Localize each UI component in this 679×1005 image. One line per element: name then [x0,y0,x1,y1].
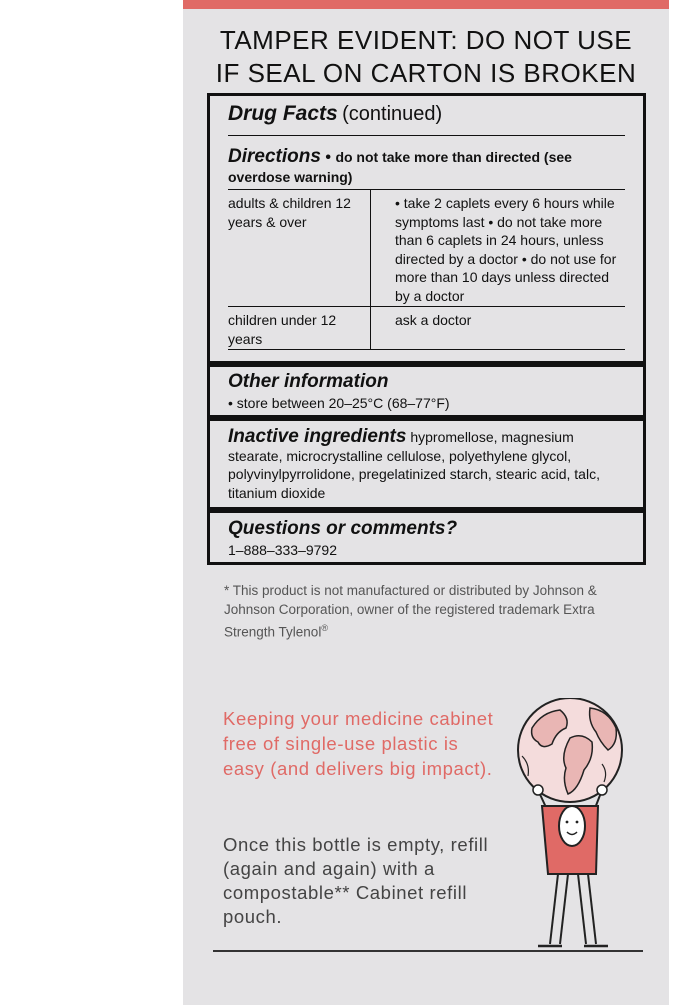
other-info-section [210,370,643,413]
directions-who: children under 12 years [228,307,371,349]
questions-phone: 1–888–333–9792 [228,542,338,558]
tamper-line-1: TAMPER EVIDENT: DO NOT USE [219,25,633,55]
directions-who: adults & children 12 years & over [228,190,371,306]
drug-facts-continued: (continued) [342,103,443,125]
questions-heading: Questions or comments? [228,518,458,539]
registered-mark: ® [321,623,328,633]
directions-intro: do not take more than directed (see overdose warning) [228,149,572,185]
section-divider [210,361,643,367]
top-accent-strip [183,0,669,9]
other-info-text: • store between 20–25°C (68–77°F) [228,395,450,411]
directions-table [228,189,625,350]
questions-section [210,517,643,560]
tamper-line-2: IF SEAL ON CARTON IS BROKEN [215,58,637,88]
trademark-footnote [224,581,644,642]
directions-row-adults [228,190,625,306]
directions-bullet: • [325,149,331,166]
person-holding-globe-icon [508,698,648,961]
directions-what: ask a doctor [395,312,472,328]
inactive-text: hypromellose, magnesium stearate, microcrystalline cellulose, polyethylene glycol, polyvinylpyrrolidone, pregelatinized starch, stearic acid, talc, titanium dioxide [228,429,600,501]
carton-panel [183,0,669,1005]
drug-facts-title: Drug Facts [228,102,338,125]
inactive-heading: Inactive ingredients [228,426,407,447]
directions-section [210,147,643,188]
refill-text: Once this bottle is empty, refill (again and again) with a compostable** Cabinet refill pouch. [223,834,489,927]
section-divider [210,415,643,421]
drug-facts-title-row [210,102,643,126]
tamper-warning [183,24,669,90]
section-divider [210,507,643,513]
other-info-heading: Other information [228,371,389,392]
inactive-section [210,428,643,502]
title-divider [228,135,625,136]
directions-what: • take 2 caplets every 6 hours while symptoms last • do not take more than 6 caplets in 24 hours, unless directed by a doctor • do not use for more than 10 days unless directed by a doctor [395,195,617,304]
drug-facts-box [207,93,646,565]
bottom-rule [213,950,643,952]
directions-heading: Directions [228,146,321,167]
promo-text: Keeping your medicine cabinet free of single-use plastic is easy (and delivers big impact). [223,708,494,779]
footnote-text: * This product is not manufactured or distributed by Johnson & Johnson Corporation, owner of the registered trademark Extra Strength Tylenol [224,583,597,640]
directions-row-children [228,306,625,349]
